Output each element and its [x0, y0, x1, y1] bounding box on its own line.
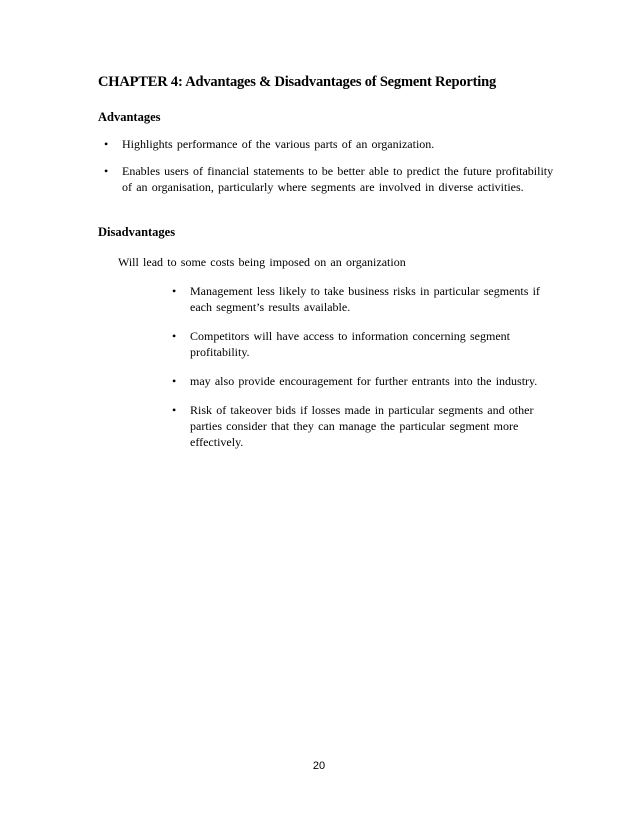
- list-item-text: Competitors will have access to information concerning segment profitability.: [190, 329, 510, 359]
- bullet-icon: •: [172, 329, 177, 343]
- bullet-icon: •: [104, 137, 109, 151]
- list-item: [104, 163, 554, 195]
- list-item: [172, 328, 548, 360]
- advantages-list: [104, 136, 554, 206]
- chapter-title: CHAPTER 4: Advantages & Disadvantages of Segment Reporting: [98, 74, 497, 90]
- list-item-text: may also provide encouragement for further entrants into the industry.: [190, 374, 538, 388]
- disadvantages-intro: Will lead to some costs being imposed on an organization: [118, 255, 406, 269]
- advantages-heading: Advantages: [98, 110, 161, 124]
- list-item-text: Enables users of financial statements to be better able to predict the future profitability of an organisation, particularly where segments are involved in diverse activities.: [122, 164, 554, 194]
- list-item: [172, 283, 548, 315]
- bullet-icon: •: [172, 403, 177, 417]
- list-item: [172, 402, 548, 450]
- list-item: [104, 136, 554, 152]
- page-number: 20: [312, 760, 326, 772]
- list-item-text: Risk of takeover bids if losses made in particular segments and other parties consider that they can manage the particular segment more effectively.: [190, 403, 534, 449]
- bullet-icon: •: [104, 164, 109, 178]
- disadvantages-heading: Disadvantages: [98, 225, 176, 239]
- disadvantages-list: [172, 283, 548, 463]
- list-item: [172, 373, 548, 389]
- bullet-icon: •: [172, 284, 177, 298]
- list-item-text: Management less likely to take business risks in particular segments if each segment’s results available.: [190, 284, 540, 314]
- bullet-icon: •: [172, 374, 177, 388]
- list-item-text: Highlights performance of the various parts of an organization.: [122, 137, 435, 151]
